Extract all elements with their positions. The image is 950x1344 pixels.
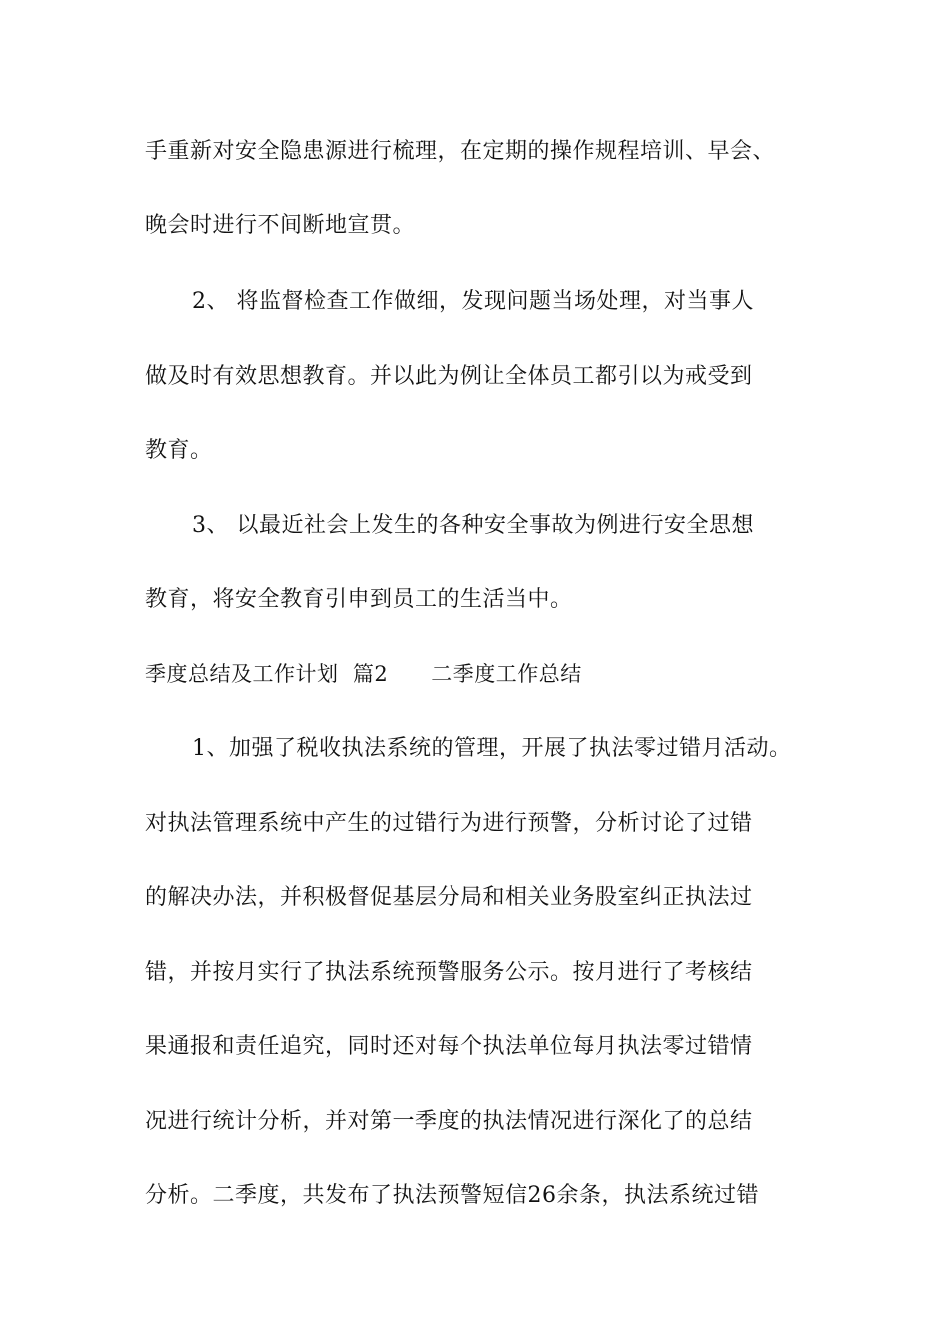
section-heading: 季度总结及工作计划 篇2 二季度工作总结 [145, 662, 582, 686]
text-line: 教育，将安全教育引申到员工的生活当中。 [145, 587, 573, 612]
list-item-3: 3、 以最近社会上发生的各种安全事故为例进行安全思想 [192, 513, 754, 538]
text-line: 教育。 [145, 438, 213, 463]
text-line: 晚会时进行不间断地宣贯。 [145, 213, 416, 238]
text-line: 果通报和责任追究，同时还对每个执法单位每月执法零过错情 [145, 1034, 753, 1059]
text-line: 手重新对安全隐患源进行梳理，在定期的操作规程培训、早会、 [145, 139, 776, 164]
text-line: 做及时有效思想教育。并以此为例让全体员工都引以为戒受到 [145, 364, 753, 389]
text-line: 分析。二季度，共发布了执法预警短信26余条，执法系统过错 [145, 1183, 759, 1208]
text-line: 对执法管理系统中产生的过错行为进行预警，分析讨论了过错 [145, 811, 753, 836]
list-item-2: 2、 将监督检查工作做细，发现问题当场处理，对当事人 [192, 289, 754, 314]
text-line: 错，并按月实行了执法系统预警服务公示。按月进行了考核结 [145, 960, 753, 985]
text-line: 况进行统计分析，并对第一季度的执法情况进行深化了的总结 [145, 1109, 753, 1134]
list-item-1: 1、加强了税收执法系统的管理，开展了执法零过错月活动。 [192, 736, 792, 761]
text-line: 的解决办法，并积极督促基层分局和相关业务股室纠正执法过 [145, 885, 753, 910]
